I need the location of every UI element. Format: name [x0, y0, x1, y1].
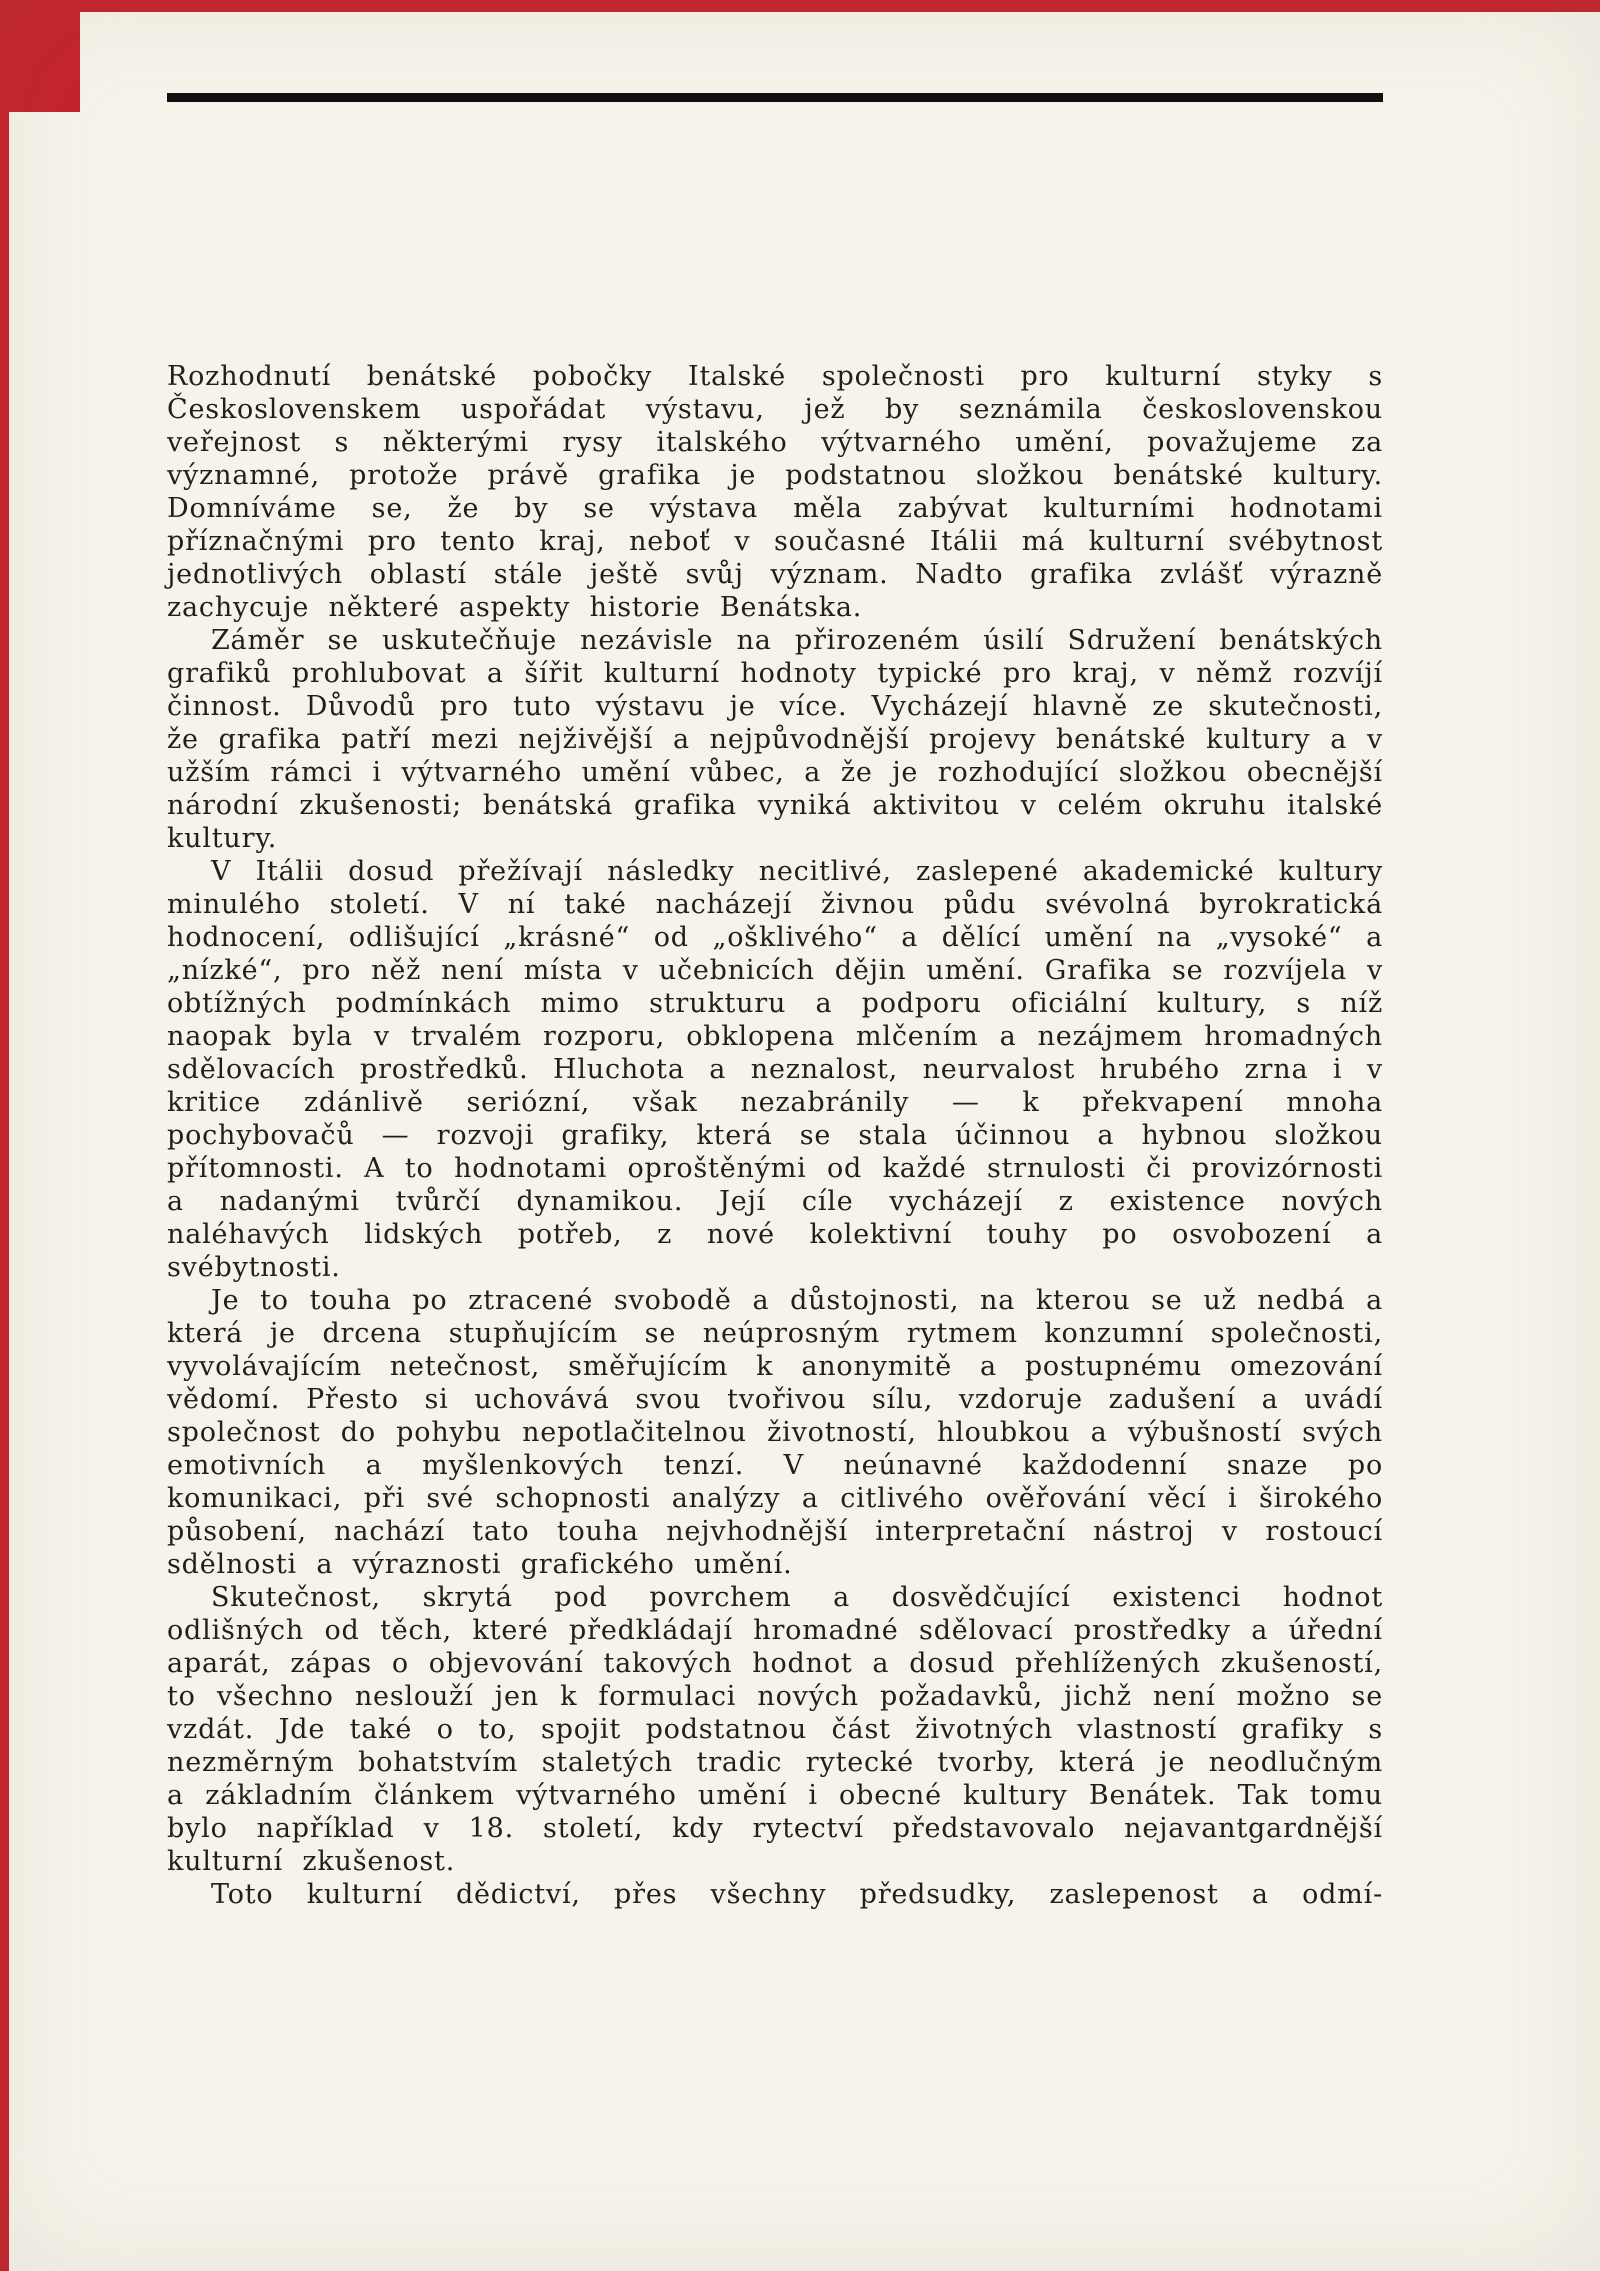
header-rule — [167, 93, 1383, 102]
paragraph: Záměr se uskutečňuje nezávisle na přirozeném úsilí Sdružení benátských grafiků prohlubovat a šířit kulturní hodnoty typické pro kraj, v němž rozvíjí činnost. Důvodů pro tuto výstavu je více. Vycházejí hlavně ze skutečnosti, že grafika patří mezi nejživější a nejpůvodnější projevy benátské kultury a v užším rámci i výtvarného umění vůbec, a že je rozhodující složkou obecnější národní zkušenosti; benátská grafika vyniká aktivitou v celém okruhu italské kultury. — [167, 625, 1383, 854]
body-text — [167, 360, 1383, 1911]
paragraph: Je to touha po ztracené svobodě a důstojnosti, na kterou se už nedbá a která je drcena stupňujícím se neúprosným rytmem konzumní společnosti, vyvolávajícím netečnost, směřujícím k anonymitě a postupnému omezování vědomí. Přesto si uchovává svou tvořivou sílu, vzdoruje zadušení a uvádí společnost do pohybu nepotlačitelnou životností, hloubkou a výbušností svých emotivních a myšlenkových tenzí. V neúnavné každodenní snaze po komunikaci, při své schopnosti analýzy a citlivého ověřování věcí i širokého působení, nachází tato touha nejvhodnější interpretační nástroj v rostoucí sdělnosti a výraznosti grafického umění. — [167, 1285, 1383, 1580]
scan-red-edge-top — [0, 0, 1600, 12]
scan-red-corner-top-left — [0, 0, 80, 112]
scan-red-edge-left — [0, 0, 9, 2271]
paragraph: Toto kulturní dědictví, přes všechny předsudky, zaslepenost a odmí- — [211, 1879, 1383, 1910]
paragraph: V Itálii dosud přežívají následky necitlivé, zaslepené akademické kultury minulého století. V ní také nacházejí živnou půdu svévolná byrokratická hodnocení, odlišující „krásné“ od „ošklivého“ a dělící umění na „vysoké“ a „nízké“, pro něž není místa v učebnicích dějin umění. Grafika se rozvíjela v obtížných podmínkách mimo strukturu a podporu oficiální kultury, s níž naopak byla v trvalém rozporu, obklopena mlčením a nezájmem hromadných sdělovacích prostředků. Hluchota a neznalost, neurvalost hrubého zrna i v kritice zdánlivě seriózní, však nezabránily — k překvapení mnoha pochybovačů — rozvoji grafiky, která se stala účinnou a hybnou složkou přítomnosti. A to hodnotami oproštěnými od každé strnulosti či provizórnosti a nadanými tvůrčí dynamikou. Její cíle vycházejí z existence nových naléhavých lidských potřeb, z nové kolektivní touhy po osvobození a svébytnosti. — [167, 856, 1383, 1283]
paragraph: Skutečnost, skrytá pod povrchem a dosvědčující existenci hodnot odlišných od těch, které předkládají hromadné sdělovací prostředky a úřední aparát, zápas o objevování takových hodnot a dosud přehlížených zkušeností, to všechno neslouží jen k formulaci nových požadavků, jichž není možno se vzdát. Jde také o to, spojit podstatnou část životných vlastností grafiky s nezměrným bohatstvím staletých tradic rytecké tvorby, která je neodlučným a základním článkem výtvarného umění i obecné kultury Benátek. Tak tomu bylo například v 18. století, kdy rytectví představovalo nejavantgardnější kulturní zkušenost. — [167, 1582, 1383, 1877]
paragraph: Rozhodnutí benátské pobočky Italské společnosti pro kulturní styky s Československem uspořádat výstavu, jež by seznámila československou veřejnost s některými rysy italského výtvarného umění, považujeme za významné, protože právě grafika je podstatnou složkou benátské kultury. Domníváme se, že by se výstava měla zabývat kulturními hodnotami příznačnými pro tento kraj, neboť v současné Itálii má kulturní svébytnost jednotlivých oblastí stále ještě svůj význam. Nadto grafika zvlášť výrazně zachycuje některé aspekty historie Benátska. — [167, 361, 1383, 623]
